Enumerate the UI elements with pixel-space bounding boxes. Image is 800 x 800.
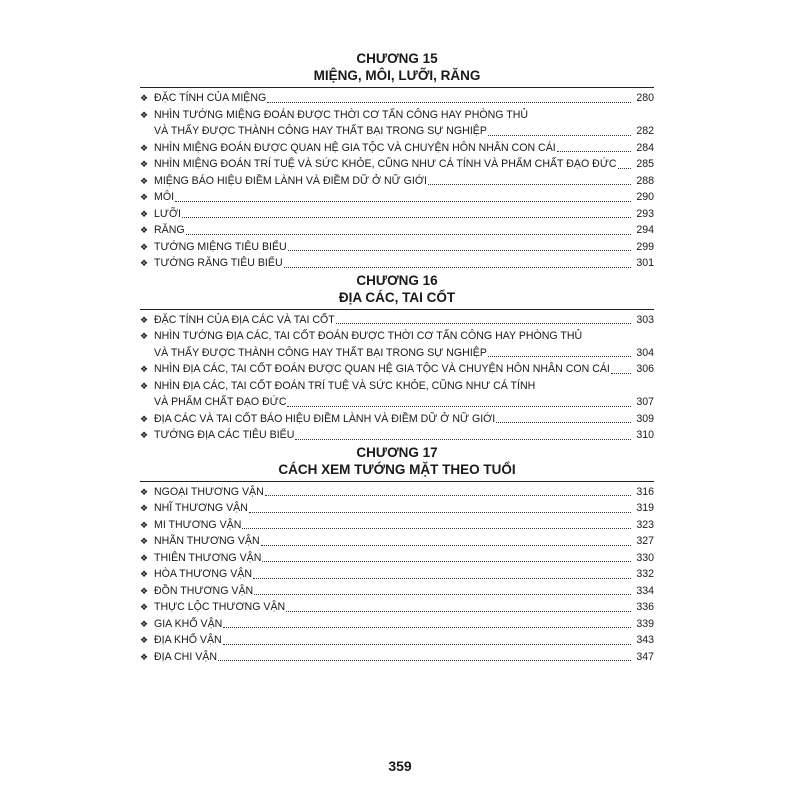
dot-leader	[253, 577, 631, 579]
dot-leader	[336, 322, 631, 324]
entry-page-number: 332	[636, 568, 654, 580]
diamond-bullet-icon: ❖	[140, 569, 149, 579]
entry-page-number: 284	[636, 141, 654, 154]
entry-page-number: 285	[636, 158, 654, 170]
entry-title: NHÌN MIỆNG ĐOÁN ĐƯỢC QUAN HỆ GIA TỘC VÀ CHUYỆN HÔN NHÂN CON CÁI	[154, 141, 556, 154]
diamond-bullet-icon: ❖	[140, 602, 149, 612]
entry-page-number: 306	[636, 363, 654, 375]
entry-page-number: 304	[636, 346, 654, 359]
entry-title: VÀ PHẨM CHẤT ĐẠO ĐỨC	[154, 396, 287, 408]
toc-entry[interactable]	[140, 255, 654, 272]
dot-leader	[262, 560, 631, 562]
chapter-title: CÁCH XEM TƯỚNG MẶT THEO TUỔI	[278, 461, 516, 477]
entry-page-number: 343	[636, 634, 654, 646]
entry-title: NHÃN THƯƠNG VẬN	[154, 535, 260, 547]
chapter-divider	[140, 309, 654, 310]
entry-page-number: 316	[636, 485, 654, 498]
diamond-bullet-icon: ❖	[140, 192, 149, 202]
chapter-title: MIỆNG, MÔI, LƯỠI, RĂNG	[313, 68, 481, 83]
dot-leader	[496, 421, 631, 423]
dot-leader	[175, 200, 631, 202]
entry-title: NHÌN MIỆNG ĐOÁN TRÍ TUỆ VÀ SỨC KHỎE, CŨNG NHƯ CÁ TÍNH VÀ PHẨM CHẤT ĐẠO ĐỨC	[154, 158, 617, 170]
diamond-bullet-icon: ❖	[140, 364, 149, 374]
diamond-bullet-icon: ❖	[140, 585, 149, 596]
diamond-bullet-icon: ❖	[140, 159, 149, 169]
entry-title: MÔI	[154, 191, 175, 203]
entry-page-number: 294	[636, 224, 654, 236]
toc-entry[interactable]	[140, 328, 654, 361]
toc-entry[interactable]	[140, 411, 654, 428]
dot-leader	[284, 266, 631, 268]
dot-leader	[223, 643, 631, 645]
dot-leader	[223, 626, 631, 628]
entry-page-number: 347	[636, 650, 654, 663]
dot-leader	[267, 101, 631, 103]
dot-leader	[254, 593, 631, 595]
toc-entry[interactable]	[140, 378, 654, 411]
entry-title: NHÌN TƯỚNG ĐỊA CÁC, TAI CỐT ĐOÁN ĐƯỢC THỜI CƠ TẤN CÔNG HAY PHÒNG THỦ	[154, 330, 583, 342]
entry-page-number: 330	[636, 551, 654, 564]
entry-title: TƯỚNG RĂNG TIÊU BIỂU	[154, 257, 283, 269]
toc-entry[interactable]	[140, 583, 654, 600]
toc-entry[interactable]	[140, 361, 654, 378]
diamond-bullet-icon: ❖	[140, 519, 149, 530]
dot-leader	[295, 438, 631, 440]
entry-title: THỰC LỘC THƯƠNG VẬN	[154, 601, 286, 613]
entry-title: NHÌN TƯỚNG MIỆNG ĐOÁN ĐƯỢC THỜI CƠ TẤN CÔNG HAY PHÒNG THỦ	[154, 108, 529, 121]
diamond-bullet-icon: ❖	[140, 413, 149, 424]
entry-title: NHĨ THƯƠNG VẬN	[154, 502, 248, 514]
toc-page	[140, 50, 654, 665]
toc-entry[interactable]	[140, 599, 654, 616]
chapter-title: ĐỊA CÁC, TAI CỐT	[338, 289, 456, 305]
toc-entry[interactable]	[140, 550, 654, 567]
entry-title: HÒA THƯƠNG VẬN	[154, 568, 252, 580]
entry-page-number: 301	[636, 257, 654, 269]
entry-title: ĐỊA KHỐ VẬN	[154, 634, 222, 646]
entry-title: NGOẠI THƯƠNG VẬN	[154, 485, 264, 498]
toc-entry[interactable]	[140, 616, 654, 633]
diamond-bullet-icon: ❖	[140, 142, 149, 153]
toc-entry[interactable]	[140, 140, 654, 157]
entry-title: ĐỊA CÁC VÀ TAI CỐT BÁO HIỆU ĐIỀM LÀNH VÀ ĐIỀM DỮ Ở NỮ GIỚI	[154, 412, 496, 425]
dot-leader	[242, 527, 631, 529]
diamond-bullet-icon: ❖	[140, 651, 149, 662]
dot-leader	[218, 659, 631, 661]
diamond-bullet-icon: ❖	[140, 314, 149, 325]
entry-title: MIỆNG BÁO HIỆU ĐIỀM LÀNH VÀ ĐIỀM DỮ Ở NỮ GIỚI	[154, 174, 427, 187]
diamond-bullet-icon: ❖	[140, 536, 149, 546]
dot-leader	[186, 233, 631, 235]
toc-entry[interactable]	[140, 312, 654, 329]
dot-leader	[249, 511, 631, 513]
entry-page-number: 293	[636, 207, 654, 220]
entry-page-number: 339	[636, 617, 654, 630]
diamond-bullet-icon: ❖	[140, 380, 149, 391]
toc-entry[interactable]	[140, 173, 654, 190]
toc-entry[interactable]	[140, 517, 654, 534]
entry-page-number: 323	[636, 518, 654, 531]
entry-page-number: 307	[636, 396, 654, 408]
chapter-number: CHƯƠNG 16	[356, 272, 438, 288]
entry-title: ĐẶC TÍNH CỦA MIỆNG	[154, 92, 267, 104]
dot-leader	[261, 544, 631, 546]
chapter-divider	[140, 87, 654, 88]
diamond-bullet-icon: ❖	[140, 225, 149, 235]
entry-page-number: 288	[636, 174, 654, 187]
entry-page-number: 319	[636, 502, 654, 514]
diamond-bullet-icon: ❖	[140, 208, 149, 219]
dot-leader	[488, 134, 631, 136]
chapter-section	[140, 272, 654, 444]
diamond-bullet-icon: ❖	[140, 175, 149, 186]
diamond-bullet-icon: ❖	[140, 503, 149, 513]
toc-entry[interactable]	[140, 222, 654, 239]
entry-title: ĐẶC TÍNH CỦA ĐỊA CÁC VÀ TAI CỐT	[154, 313, 335, 326]
chapter-section	[140, 50, 654, 272]
entry-title: THIÊN THƯƠNG VẬN	[154, 551, 262, 564]
chapter-number: CHƯƠNG 15	[356, 51, 438, 66]
dot-leader	[288, 249, 631, 251]
dot-leader	[265, 494, 631, 496]
diamond-bullet-icon: ❖	[140, 241, 149, 252]
entry-title: RĂNG	[154, 224, 185, 236]
diamond-bullet-icon: ❖	[140, 635, 149, 645]
toc-entry[interactable]	[140, 500, 654, 517]
chapter-section	[140, 444, 654, 666]
entry-title: MI THƯƠNG VẬN	[154, 518, 242, 531]
page-number: 359	[388, 758, 412, 774]
dot-leader	[287, 405, 631, 407]
toc-entry[interactable]	[140, 484, 654, 501]
entry-title: ĐỊA CHI VẬN	[154, 650, 217, 663]
dot-leader	[488, 355, 631, 357]
entry-page-number: 280	[636, 92, 654, 104]
entry-title: NHÌN ĐỊA CÁC, TAI CỐT ĐOÁN TRÍ TUỆ VÀ SỨC KHỎE, CŨNG NHƯ CÁ TÍNH	[154, 379, 536, 392]
diamond-bullet-icon: ❖	[140, 331, 149, 341]
toc-entry[interactable]	[140, 649, 654, 666]
diamond-bullet-icon: ❖	[140, 258, 149, 268]
entry-page-number: 310	[636, 429, 654, 441]
diamond-bullet-icon: ❖	[140, 486, 149, 497]
entry-page-number: 336	[636, 601, 654, 613]
diamond-bullet-icon: ❖	[140, 109, 149, 120]
toc-entry[interactable]	[140, 156, 654, 173]
entry-title: TƯỚNG ĐỊA CÁC TIÊU BIỂU	[154, 429, 295, 441]
chapter-number: CHƯƠNG 17	[356, 444, 438, 460]
entry-page-number: 327	[636, 535, 654, 547]
diamond-bullet-icon: ❖	[140, 93, 149, 103]
toc-entry[interactable]	[140, 427, 654, 444]
diamond-bullet-icon: ❖	[140, 552, 149, 563]
entry-title: ĐỒN THƯƠNG VẬN	[154, 584, 254, 597]
dot-leader	[428, 183, 631, 185]
toc-entry[interactable]	[140, 90, 654, 107]
entry-title: GIA KHỐ VẬN	[154, 617, 223, 630]
toc-entry[interactable]	[140, 566, 654, 583]
toc-entry[interactable]	[140, 189, 654, 206]
toc-entry[interactable]	[140, 239, 654, 256]
entry-title: LƯỠI	[154, 207, 181, 220]
entry-page-number: 290	[636, 191, 654, 203]
dot-leader	[618, 167, 631, 169]
entry-page-number: 309	[636, 412, 654, 425]
entry-title: VÀ THẤY ĐƯỢC THÀNH CÔNG HAY THẤT BẠI TRONG SỰ NGHIỆP	[154, 346, 487, 359]
entry-title: NHÌN ĐỊA CÁC, TAI CỐT ĐOÁN ĐƯỢC QUAN HỆ GIA TỘC VÀ CHUYỆN HÔN NHÂN CON CÁI	[154, 363, 610, 375]
entry-page-number: 299	[636, 240, 654, 253]
dot-leader	[286, 610, 631, 612]
dot-leader	[611, 372, 631, 374]
diamond-bullet-icon: ❖	[140, 618, 149, 629]
diamond-bullet-icon: ❖	[140, 430, 149, 440]
entry-title: TƯỚNG MIỆNG TIÊU BIỂU	[154, 240, 287, 253]
dot-leader	[182, 216, 631, 218]
entry-page-number: 282	[636, 125, 654, 137]
entry-title: VÀ THẤY ĐƯỢC THÀNH CÔNG HAY THẤT BẠI TRONG SỰ NGHIỆP	[154, 125, 487, 137]
entry-page-number: 334	[636, 584, 654, 597]
toc-entry[interactable]	[140, 632, 654, 649]
toc-entry[interactable]	[140, 206, 654, 223]
toc-entry[interactable]	[140, 533, 654, 550]
chapter-divider	[140, 481, 654, 482]
entry-page-number: 303	[636, 313, 654, 326]
toc-entry[interactable]	[140, 107, 654, 140]
dot-leader	[557, 150, 631, 152]
